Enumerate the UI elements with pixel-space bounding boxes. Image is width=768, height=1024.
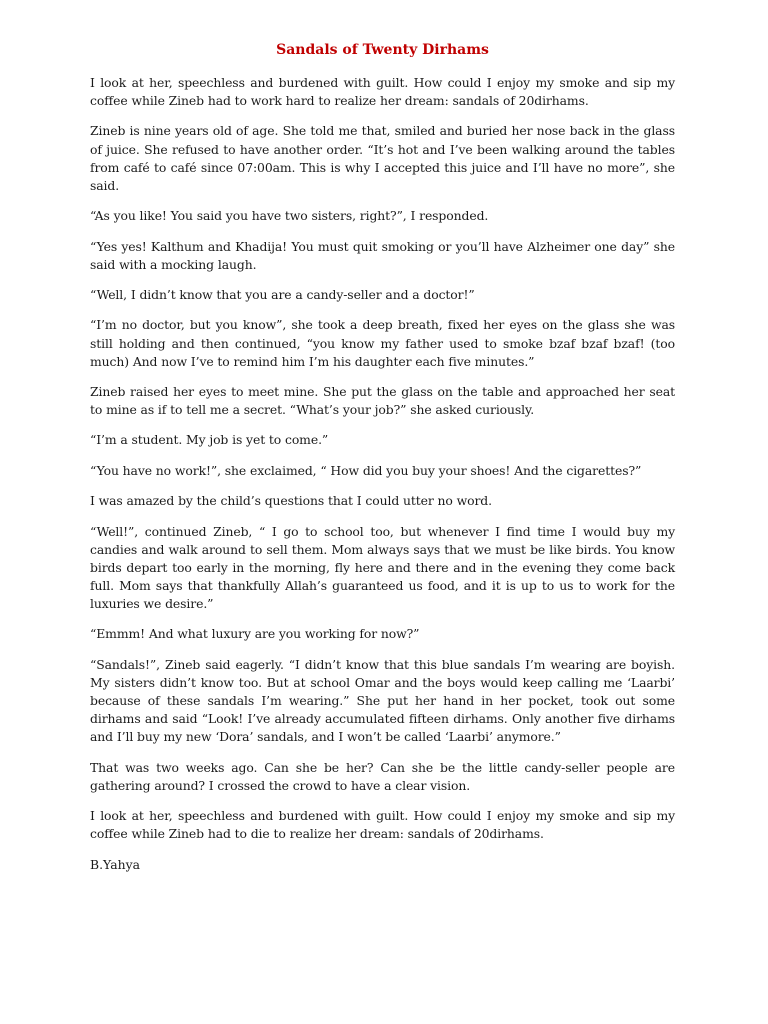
document-page [90, 40, 675, 874]
paragraph-11: “Well!”, continued Zineb, “ I go to school too, but whenever I find time I would buy my candies and walk around to sell them. Mom always says that we must be like birds. You know birds depart too early in the morning, fly here and there and in the evening they come back full. Mom says that thankfully Allah’s guaranteed us food, and it is up to us to work for the luxuries we desire.” [90, 523, 675, 612]
paragraph-5: “Well, I didn’t know that you are a candy-seller and a doctor!” [90, 287, 475, 303]
paragraph-3: “As you like! You said you have two sisters, right?”, I responded. [90, 208, 489, 224]
paragraph-9: “You have no work!”, she exclaimed, “ How did you buy your shoes! And the cigarettes?” [90, 462, 642, 478]
paragraph-4: “Yes yes! Kalthum and Khadija! You must quit smoking or you’ll have Alzheimer one day” she said with a mocking laugh. [90, 238, 675, 272]
paragraph-8: “I’m a student. My job is yet to come.” [90, 432, 329, 448]
paragraph-10: I was amazed by the child’s questions that I could utter no word. [90, 493, 492, 509]
paragraph-14: That was two weeks ago. Can she be her? Can she be the little candy-seller people are gathering around? I crossed the crowd to have a clear vision. [90, 759, 675, 793]
paragraph-12: “Emmm! And what luxury are you working for now?” [90, 626, 420, 642]
author-signature: B.Yahya [90, 856, 141, 872]
paragraph-7: Zineb raised her eyes to meet mine. She put the glass on the table and approached her seat to mine as if to tell me a secret. “What’s your job?” she asked curiously. [90, 384, 675, 418]
paragraph-1: I look at her, speechless and burdened with guilt. How could I enjoy my smoke and sip my coffee while Zineb had to work hard to realize her dream: sandals of 20dirhams. [90, 75, 675, 109]
story-body [90, 74, 675, 843]
paragraph-13: “Sandals!”, Zineb said eagerly. “I didn’t know that this blue sandals I’m wearing are boyish. My sisters didn’t know too. But at school Omar and the boys would keep calling me ‘Laarbi’ because of these sandals I’m wearing.” She put her hand in her pocket, took out some dirhams and said “Look! I’ve already accumulated fifteen dirhams. Only another five dirhams and I’ll buy my new ‘Dora’ sandals, and I won’t be called ‘Laarbi’ anymore.” [90, 656, 675, 745]
paragraph-2: Zineb is nine years old of age. She told me that, smiled and buried her nose back in the glass of juice. She refused to have another order. “It’s hot and I’ve been walking around the tables from café to café since 07:00am. This is why I accepted this juice and I’ll have no more”, she said. [90, 123, 675, 193]
paragraph-15: I look at her, speechless and burdened with guilt. How could I enjoy my smoke and sip my coffee while Zineb had to die to realize her dream: sandals of 20dirhams. [90, 808, 675, 842]
document-title: Sandals of Twenty Dirhams [276, 42, 489, 58]
paragraph-6: “I’m no doctor, but you know”, she took a deep breath, fixed her eyes on the glass she was still holding and then continued, “you know my father used to smoke bzaf bzaf bzaf! (too much) And now I’ve to remind him I’m his daughter each five minutes.” [90, 317, 675, 369]
